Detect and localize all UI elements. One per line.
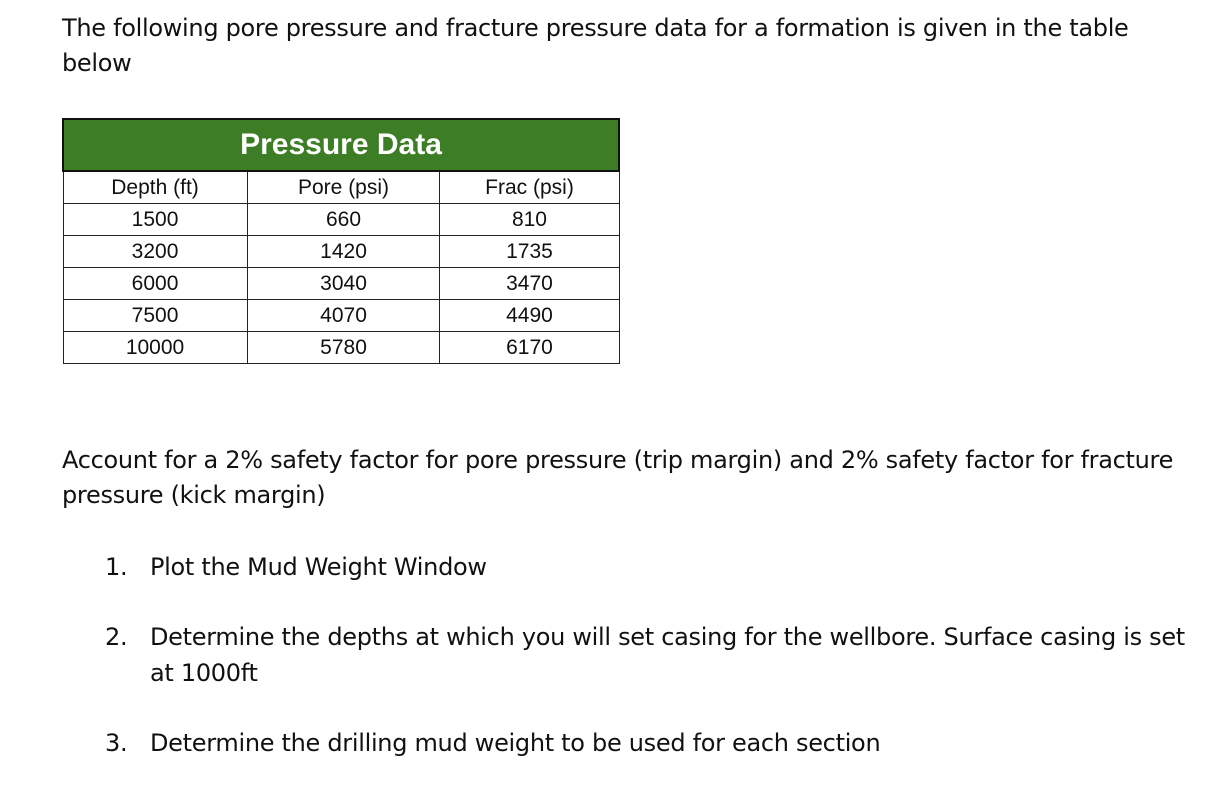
list-item (105, 725, 1205, 761)
table-row (63, 204, 619, 236)
table-title: Pressure Data (63, 119, 619, 171)
list-item (105, 619, 1205, 691)
pore-cell: 3040 (247, 268, 440, 300)
frac-cell: 810 (440, 204, 619, 236)
question-number: 2. (105, 623, 128, 651)
header-pore: Pore (psi) (247, 171, 440, 204)
depth-cell: 10000 (63, 332, 247, 364)
pressure-data-table (62, 118, 620, 364)
depth-cell: 6000 (63, 268, 247, 300)
safety-factor-paragraph: Account for a 2% safety factor for pore pressure (trip margin) and 2% safety factor for fracture pressure (kick margin) (62, 446, 1174, 509)
list-item (105, 549, 1205, 585)
table-row (63, 268, 619, 300)
question-text: Determine the drilling mud weight to be used for each section (150, 729, 881, 757)
header-frac: Frac (psi) (440, 171, 619, 204)
pore-cell: 5780 (247, 332, 440, 364)
depth-cell: 3200 (63, 236, 247, 268)
question-number: 1. (105, 553, 128, 581)
frac-cell: 6170 (440, 332, 619, 364)
table-row (63, 332, 619, 364)
pore-cell: 660 (247, 204, 440, 236)
header-depth: Depth (ft) (63, 171, 247, 204)
pore-cell: 1420 (247, 236, 440, 268)
table-row (63, 300, 619, 332)
question-text: Determine the depths at which you will set casing for the wellbore. Surface casing is set at 1000ft (150, 623, 1185, 687)
frac-cell: 4490 (440, 300, 619, 332)
depth-cell: 1500 (63, 204, 247, 236)
depth-cell: 7500 (63, 300, 247, 332)
frac-cell: 3470 (440, 268, 619, 300)
question-list (105, 549, 1205, 761)
pore-cell: 4070 (247, 300, 440, 332)
frac-cell: 1735 (440, 236, 619, 268)
table-row (63, 236, 619, 268)
question-number: 3. (105, 729, 128, 757)
question-text: Plot the Mud Weight Window (150, 553, 487, 581)
table-header-row (63, 171, 619, 204)
table-title-row (63, 119, 619, 171)
intro-paragraph: The following pore pressure and fracture pressure data for a formation is given in the table below (62, 14, 1129, 77)
